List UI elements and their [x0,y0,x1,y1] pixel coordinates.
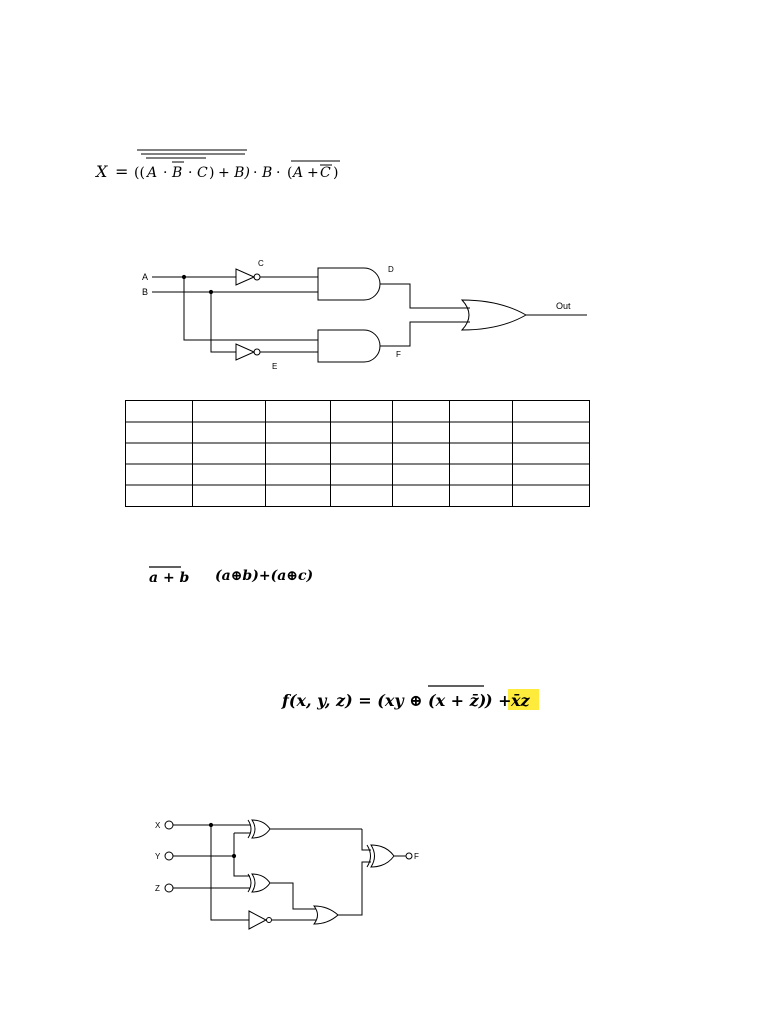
and-gate-f [318,330,380,362]
label-d: D [388,265,394,274]
xor-back-top [248,820,251,838]
circuit-1-labels [142,259,571,371]
eq1-dot1: · [163,165,168,181]
circuit-1 [152,268,587,362]
gate-top [252,820,270,838]
label-input-x: X [155,821,161,830]
label-input-b: B [142,287,149,297]
eq1-dot2: · [188,165,193,181]
circuit-2 [165,820,412,929]
eq1-a2: A [293,165,304,181]
expr3-lhs: f(x, y, z) = (xy ⊕ [282,691,423,710]
equation-1 [94,150,340,181]
wire-y-split [234,833,250,876]
not-gate-c [236,269,254,285]
wire-a-down [184,277,318,340]
expr3-rhs: ) + [485,691,512,710]
label-input-y: Y [155,852,161,861]
label-input-a: A [142,272,149,282]
eq1-p3: ( [287,165,293,181]
eq1-close3: ) [333,165,339,181]
expr2-part2: (a⊕b)+(a⊕c) [215,568,314,584]
not-gate-x [249,911,266,929]
output-f-terminal [406,853,412,859]
expr2-part1: a + b [149,570,190,586]
or-gate-bottom [314,906,338,924]
eq1-close1: ) [209,165,215,181]
label-e: E [272,362,278,371]
label-input-z: Z [155,884,160,893]
input-z-terminal [165,884,173,892]
expression-3 [281,686,539,710]
xor-gate-final [371,845,394,867]
eq1-plus: + [307,165,319,181]
wire-d-or [380,284,470,308]
wire-or-bottom-out [338,862,371,915]
input-x-terminal [165,821,173,829]
and-gate-d [318,268,380,300]
circuit-2-labels [155,821,419,893]
eq1-c: C [197,165,208,181]
eq1-dot4: · [276,165,281,181]
eq1-open: (( [134,165,145,181]
expr3-highlight: x̄z [511,691,530,710]
expr3-over: (x + z̄) [428,691,487,710]
eq1-a: A [147,165,158,181]
xor-gate-mid [252,874,270,892]
not-bubble-x [267,918,272,923]
eq1-dot3: · [253,165,258,181]
eq1-equals: = [115,162,129,181]
wire-xor-mid-out [270,883,316,909]
label-out: Out [556,301,571,311]
eq1-b2: B [262,165,273,181]
eq1-overbars [137,150,340,165]
table-border [126,401,590,507]
wire-f-or [380,322,470,346]
input-y-terminal [165,852,173,860]
wire-to-final [362,829,371,850]
expression-2 [149,567,313,586]
eq1-b: B [172,165,183,181]
label-f: F [396,350,401,359]
wire-b-down [211,292,236,352]
xor-back-final [367,845,371,867]
eq1-lhs: X [96,162,108,181]
truth-table [126,401,590,507]
label-output-f: F [414,852,419,861]
wire-x-not [211,825,249,920]
or-gate-out [462,300,526,330]
xor-back-mid [248,874,251,892]
label-c: C [258,259,264,268]
eq1-plus-b: + B) [218,165,250,181]
not-gate-e [236,344,254,360]
eq1-c2: C [320,165,331,181]
